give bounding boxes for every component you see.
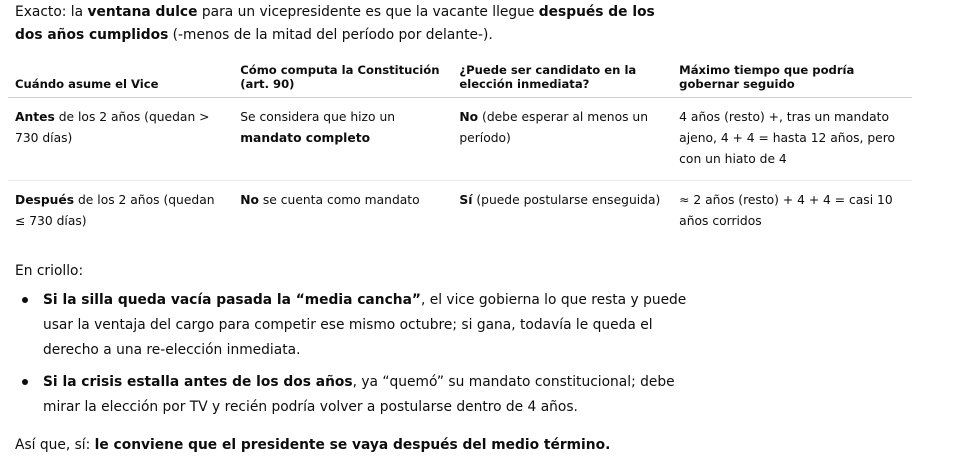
header-maximo: Máximo tiempo que podría gobernar seguido bbox=[672, 56, 912, 98]
bullet-dot-icon bbox=[22, 379, 28, 385]
bullet-list bbox=[15, 288, 695, 427]
closing-paragraph: Así que, sí: le conviene que el presidente se vaya después del medio término. bbox=[15, 437, 611, 453]
cell-como: Se considera que hizo un mandato completo bbox=[233, 98, 452, 181]
table-row bbox=[8, 181, 912, 243]
section-label: En criollo: bbox=[15, 263, 84, 279]
cell-cuando: Después de los 2 años (quedan ≤ 730 días) bbox=[15, 193, 215, 228]
bullet-dot-icon bbox=[22, 297, 28, 303]
table-row bbox=[8, 98, 912, 181]
header-cuando: Cuándo asume el Vice bbox=[8, 56, 233, 98]
header-puede: ¿Puede ser candidato en la elección inmediata? bbox=[452, 56, 672, 98]
cell-puede: No (debe esperar al menos un período) bbox=[452, 98, 672, 181]
cell-maximo: ≈ 2 años (resto) + 4 + 4 = casi 10 años corridos bbox=[679, 193, 893, 228]
comparison-table bbox=[8, 56, 912, 242]
cell-cuando: Antes de los 2 años (quedan > 730 días) bbox=[8, 98, 233, 181]
cell-maximo: 4 años (resto) +, tras un mandato ajeno, 4 + 4 = hasta 12 años, pero con un hiato de 4 bbox=[672, 98, 912, 181]
intro-paragraph bbox=[15, 1, 655, 47]
list-item: Si la silla queda vacía pasada la “media cancha”, el vice gobierna lo que resta y puede usar la ventaja del cargo para competir ese mismo octubre; si gana, todavía le queda el derecho a una re-elección inmediata. bbox=[15, 288, 695, 363]
header-como: Cómo computa la Constitución (art. 90) bbox=[233, 56, 452, 98]
table-header-row bbox=[8, 56, 912, 98]
intro-text-2: para un vicepresidente es que la vacante llegue bbox=[197, 4, 539, 20]
cell-como: No se cuenta como mandato bbox=[240, 193, 420, 207]
intro-text-3: (-menos de la mitad del período por delante-). bbox=[168, 27, 493, 43]
intro-bold-1: ventana dulce bbox=[87, 4, 198, 20]
cell-puede: Sí (puede postularse enseguida) bbox=[459, 193, 661, 207]
list-item: Si la crisis estalla antes de los dos años, ya “quemó” su mandato constitucional; debe mirar la elección por TV y recién podría volver a postularse dentro de 4 años. bbox=[15, 370, 695, 420]
intro-text-1: Exacto: la bbox=[15, 4, 88, 20]
intro-bold-2: después de los dos años cumplidos bbox=[15, 4, 655, 43]
